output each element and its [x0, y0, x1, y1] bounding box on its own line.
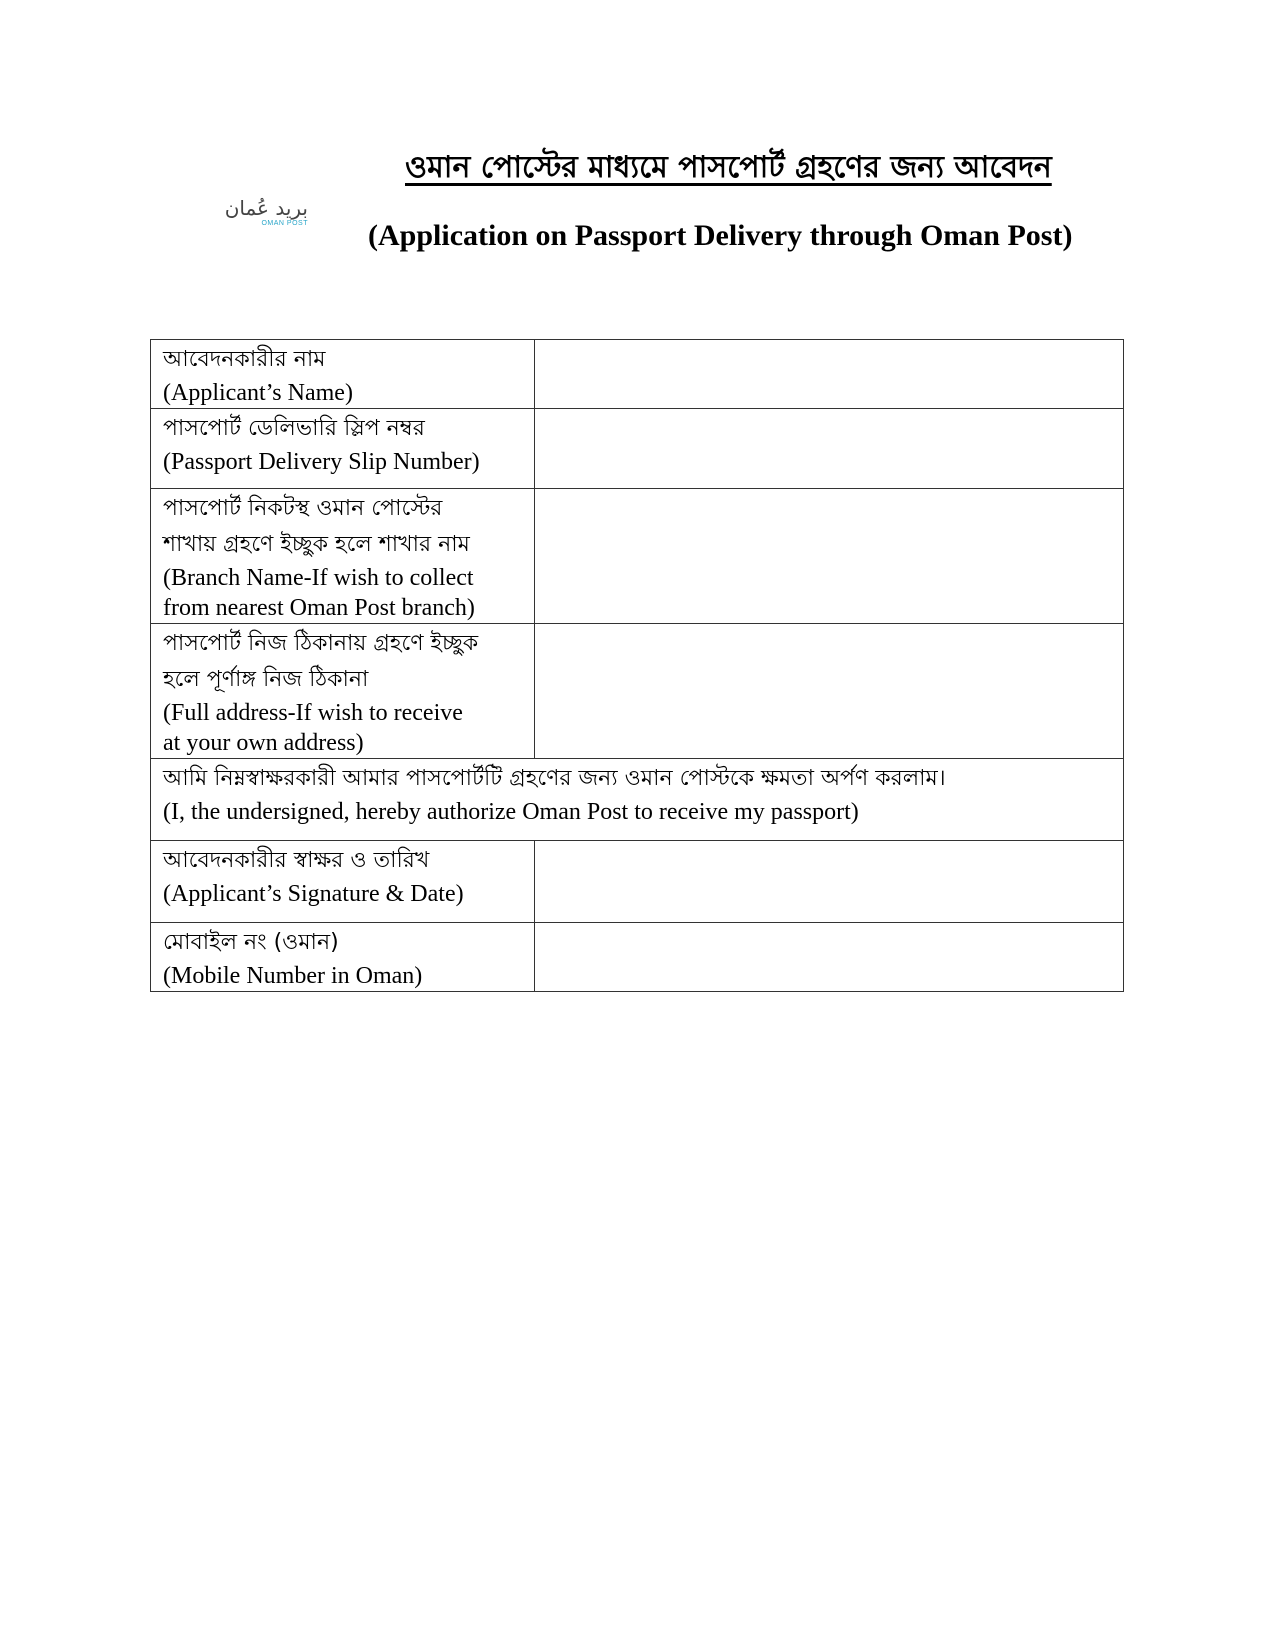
table-row [151, 624, 1124, 759]
signature-date-label [151, 841, 535, 923]
label-english-line1: (Branch Name-If wish to collect [163, 565, 474, 591]
label-bengali-line2: হলে পূর্ণাঙ্গ নিজ ঠিকানা [163, 667, 369, 692]
full-address-label [151, 624, 535, 759]
mobile-number-label [151, 923, 535, 992]
logo-arabic-text: بريد عُمان [224, 196, 308, 220]
applicant-name-field[interactable] [535, 340, 1124, 409]
table-row [151, 759, 1124, 841]
label-bengali: মোবাইল নং (ওমান) [163, 930, 339, 955]
label-bengali: আবেদনকারীর স্বাক্ষর ও তারিখ [163, 848, 430, 873]
logo-english-text: OMAN POST [261, 220, 308, 227]
table-row [151, 340, 1124, 409]
authorization-statement [151, 759, 1124, 841]
signature-date-field[interactable] [535, 841, 1124, 923]
label-english: (Passport Delivery Slip Number) [163, 449, 480, 475]
label-english-line1: (Full address-If wish to receive [163, 700, 463, 726]
label-bengali-line1: পাসপোর্ট নিজ ঠিকানায় গ্রহণে ইচ্ছুক [163, 631, 479, 656]
label-english: (Applicant’s Signature & Date) [163, 881, 464, 907]
table-row [151, 841, 1124, 923]
label-bengali-line2: শাখায় গ্রহণে ইচ্ছুক হলে শাখার নাম [163, 532, 470, 557]
branch-name-label [151, 489, 535, 624]
label-bengali: পাসপোর্ট ডেলিভারি স্লিপ নম্বর [163, 416, 425, 441]
label-bengali-line1: পাসপোর্ট নিকটস্থ ওমান পোস্টের [163, 496, 443, 521]
full-address-field[interactable] [535, 624, 1124, 759]
delivery-slip-number-label [151, 409, 535, 489]
statement-bengali: আমি নিম্নস্বাক্ষরকারী আমার পাসপোর্টটি গ্রহণের জন্য ওমান পোস্টকে ক্ষমতা অর্পণ করলাম। [163, 766, 946, 791]
statement-english: (I, the undersigned, hereby authorize Oman Post to receive my passport) [163, 799, 859, 825]
application-form-table [150, 339, 1124, 992]
mobile-number-field[interactable] [535, 923, 1124, 992]
table-row [151, 923, 1124, 992]
page-title-english: (Application on Passport Delivery through Oman Post) [368, 219, 1073, 252]
table-row [151, 409, 1124, 489]
branch-name-field[interactable] [535, 489, 1124, 624]
label-bengali: আবেদনকারীর নাম [163, 347, 326, 372]
label-english-line2: from nearest Oman Post branch) [163, 595, 475, 621]
label-english: (Applicant’s Name) [163, 380, 353, 406]
page-title-bengali: ওমান পোস্টের মাধ্যমে পাসপোর্ট গ্রহণের জন্য আবেদন [405, 150, 1052, 185]
label-english: (Mobile Number in Oman) [163, 963, 423, 989]
delivery-slip-number-field[interactable] [535, 409, 1124, 489]
applicant-name-label [151, 340, 535, 409]
oman-post-logo [208, 196, 308, 238]
label-english-line2: at your own address) [163, 730, 364, 756]
table-row [151, 489, 1124, 624]
